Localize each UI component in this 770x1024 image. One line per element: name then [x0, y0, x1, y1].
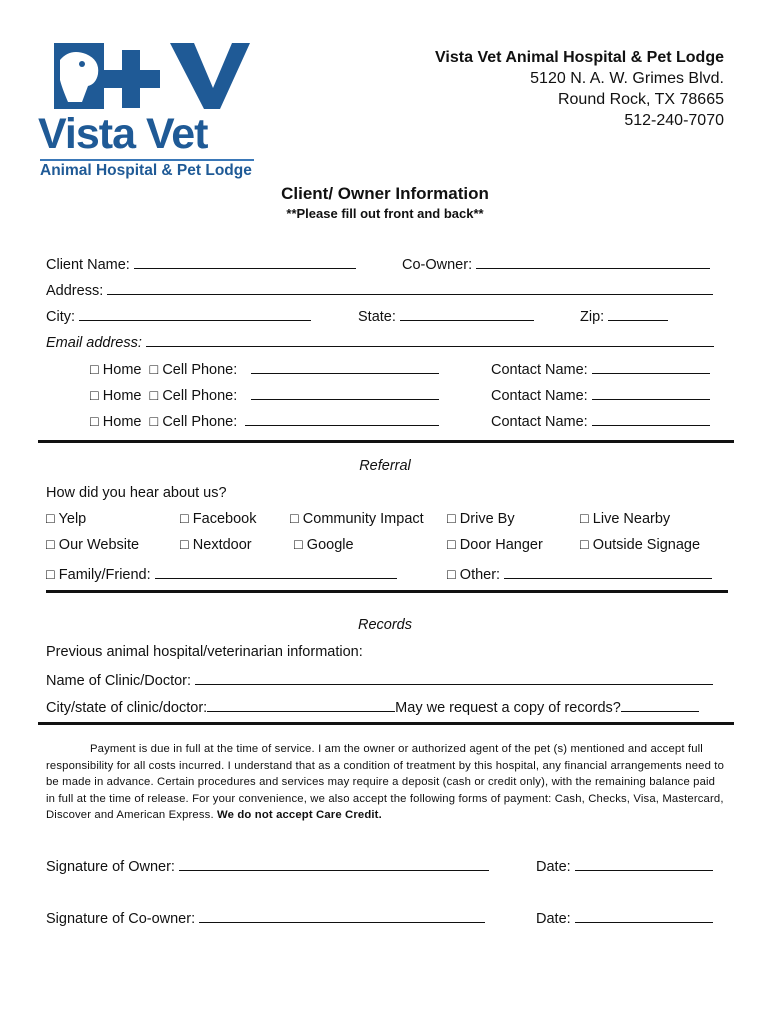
referral-option-google[interactable]: □ Google — [294, 537, 354, 553]
address-field[interactable] — [107, 280, 713, 295]
client-name-row — [46, 254, 356, 273]
zip-row — [580, 306, 668, 325]
home-label: Home — [102, 414, 142, 430]
referral-option-door-hanger[interactable]: □ Door Hanger — [447, 537, 543, 553]
date-label: Date: — [536, 859, 571, 875]
cell-phone-field[interactable] — [251, 359, 439, 374]
referral-option-website[interactable]: □ Our Website — [46, 537, 140, 553]
co-owner-field[interactable] — [476, 254, 710, 269]
form-title: Client/ Owner Information — [281, 184, 489, 203]
phone-row — [90, 385, 439, 404]
zip-field[interactable] — [608, 306, 668, 321]
state-label: State: — [358, 309, 396, 325]
contact-label: Contact Name: — [491, 362, 588, 378]
referral-option-live-nearby[interactable]: □ Live Nearby — [580, 511, 671, 527]
logo-name: Vista Vet — [38, 110, 208, 158]
co-owner-row — [402, 254, 710, 273]
referral-heading: Referral — [359, 458, 411, 474]
referral-option-outside-signage[interactable]: □ Outside Signage — [580, 537, 701, 553]
other-field[interactable] — [504, 564, 712, 579]
checkbox-home[interactable]: □ — [90, 414, 99, 430]
clinic-city-label: City/state of clinic/doctor: — [46, 700, 208, 716]
client-name-label: Client Name: — [46, 257, 130, 273]
cell-phone-field[interactable] — [251, 385, 439, 400]
home-label: Home — [102, 388, 142, 404]
logo-divider — [40, 159, 254, 161]
org-city: Round Rock, TX 78665 — [557, 91, 724, 108]
referral-option-family-friend[interactable]: □ Family/Friend: — [46, 564, 397, 583]
owner-signature-row — [46, 856, 489, 875]
checkbox-cell[interactable]: □ — [149, 362, 159, 378]
contact-field[interactable] — [592, 411, 710, 426]
section-divider — [46, 590, 728, 593]
referral-option-other[interactable]: □ Other: — [447, 564, 712, 583]
clinic-city-field[interactable] — [207, 697, 395, 712]
org-name: Vista Vet Animal Hospital & Pet Lodge — [435, 49, 724, 66]
co-owner-label: Co-Owner: — [402, 257, 473, 273]
family-friend-field[interactable] — [155, 564, 397, 579]
coowner-signature-label: Signature of Co-owner: — [46, 911, 196, 927]
client-name-field[interactable] — [134, 254, 356, 269]
records-heading: Records — [358, 617, 412, 633]
coowner-signature-field[interactable] — [199, 908, 485, 923]
referral-question: How did you hear about us? — [46, 485, 227, 501]
contact-row — [491, 411, 710, 430]
checkbox-cell[interactable]: □ — [149, 388, 159, 404]
payment-bold: We do not accept Care Credit. — [217, 809, 382, 821]
clinic-label: Name of Clinic/Doctor: — [46, 673, 192, 689]
section-divider — [38, 440, 734, 443]
state-row — [358, 306, 534, 325]
checkbox-home[interactable]: □ — [90, 388, 99, 404]
referral-option-drive-by[interactable]: □ Drive By — [447, 511, 515, 527]
city-label: City: — [46, 309, 75, 325]
owner-date-field[interactable] — [575, 856, 713, 871]
checkbox-cell[interactable]: □ — [149, 414, 159, 430]
owner-date-row — [536, 856, 713, 875]
owner-signature-label: Signature of Owner: — [46, 859, 175, 875]
payment-text: Payment is due in full at the time of service. I am the owner or authorized agent of the pet (s) mentioned and accept full responsibility for all costs incurred. I understand that as a condition of treatment by this hospital, any financial arrangements need to be made in advance. Certain procedures and services may require a deposit (cash or credit only), with the remaining balance paid in full at the time of release. For your convenience, we also accept the following forms of payment: Cash, Checks, Visa, Mastercard, Discover and American Express. — [46, 743, 725, 821]
address-label: Address: — [46, 283, 104, 299]
clinic-row — [46, 670, 713, 689]
address-row — [46, 280, 713, 299]
checkbox-home[interactable]: □ — [90, 362, 99, 378]
contact-row — [491, 385, 710, 404]
org-phone: 512-240-7070 — [624, 112, 724, 129]
records-prev: Previous animal hospital/veterinarian information: — [46, 644, 363, 660]
cell-label: Cell Phone: — [162, 362, 238, 378]
records-request-field[interactable] — [621, 697, 699, 712]
email-field[interactable] — [146, 332, 714, 347]
home-label: Home — [102, 362, 142, 378]
referral-option-nextdoor[interactable]: □ Nextdoor — [180, 537, 252, 553]
zip-label: Zip: — [580, 309, 605, 325]
cell-label: Cell Phone: — [162, 388, 238, 404]
records-request-label: May we request a copy of records? — [395, 700, 621, 716]
contact-label: Contact Name: — [491, 414, 588, 430]
section-divider — [38, 722, 734, 725]
payment-terms — [46, 741, 726, 824]
phone-row — [90, 411, 439, 430]
referral-option-community-impact[interactable]: □ Community Impact — [290, 511, 424, 527]
form-subtitle: **Please fill out front and back** — [286, 206, 484, 221]
email-label: Email address: — [46, 335, 142, 351]
coowner-signature-row — [46, 908, 485, 927]
coowner-date-field[interactable] — [575, 908, 713, 923]
contact-label: Contact Name: — [491, 388, 588, 404]
phone-row — [90, 359, 439, 378]
state-field[interactable] — [400, 306, 534, 321]
coowner-date-row — [536, 908, 713, 927]
contact-field[interactable] — [592, 359, 710, 374]
city-field[interactable] — [79, 306, 311, 321]
referral-option-facebook[interactable]: □ Facebook — [180, 511, 257, 527]
contact-field[interactable] — [592, 385, 710, 400]
owner-signature-field[interactable] — [179, 856, 489, 871]
clinic-city-row — [46, 697, 699, 716]
city-row — [46, 306, 311, 325]
date-label: Date: — [536, 911, 571, 927]
referral-option-yelp[interactable]: □ Yelp — [46, 511, 87, 527]
logo — [38, 40, 258, 182]
cell-label: Cell Phone: — [162, 414, 238, 430]
contact-row — [491, 359, 710, 378]
org-street: 5120 N. A. W. Grimes Blvd. — [530, 70, 724, 87]
cell-phone-field[interactable] — [245, 411, 439, 426]
clinic-field[interactable] — [195, 670, 713, 685]
logo-subtitle: Animal Hospital & Pet Lodge — [40, 162, 252, 179]
email-row — [46, 332, 714, 351]
